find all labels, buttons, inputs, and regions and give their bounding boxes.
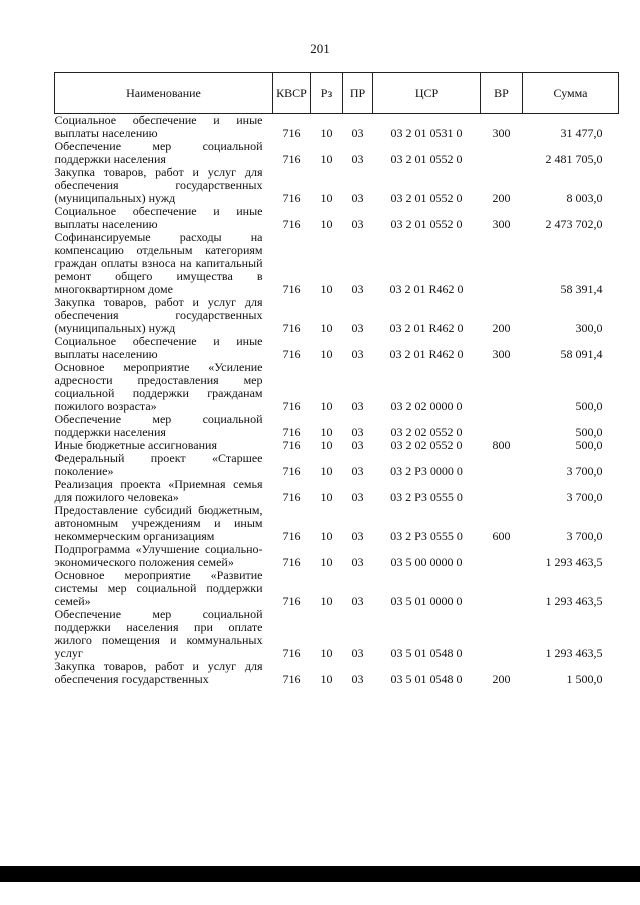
cell-csr: 03 2 01 0552 0 [390,191,463,205]
table-row [55,543,619,569]
cell-name: Обеспечение мер социальной поддержки населения при оплате жилого помещения и коммунальных услуг [54,607,263,660]
cell-rz: 10 [320,672,333,686]
cell-rz: 10 [320,594,333,608]
cell-csr: 03 2 P3 0555 0 [390,490,463,504]
cell-rz: 10 [320,646,333,660]
cell-kvsr: 716 [282,646,301,660]
table-row [55,335,619,361]
cell-name: Закупка товаров, работ и услуг для обеспечения государственных [54,659,263,686]
cell-pr: 03 [351,555,364,569]
cell-sum: 1 293 463,5 [545,594,603,608]
cell-sum: 500,0 [575,438,603,452]
cell-csr: 03 2 01 R462 0 [389,321,464,335]
cell-sum: 3 700,0 [566,529,603,543]
header-name: Наименование [55,73,273,114]
cell-pr: 03 [351,347,364,361]
table-header-row [55,73,619,114]
cell-vr: 300 [492,217,511,231]
cell-sum: 31 477,0 [560,126,603,140]
table-row [55,140,619,166]
cell-name: Социальное обеспечение и иные выплаты населению [54,334,263,361]
cell-pr: 03 [351,529,364,543]
cell-vr: 600 [492,529,511,543]
cell-kvsr: 716 [282,321,301,335]
cell-name: Софинансируемые расходы на компенсацию отдельным категориям граждан оплаты взноса на капитальный ремонт общего имущества в многоквартирном доме [54,230,263,296]
cell-pr: 03 [351,399,364,413]
cell-sum: 58 391,4 [560,282,603,296]
cell-kvsr: 716 [282,152,301,166]
cell-sum: 1 293 463,5 [545,555,603,569]
cell-csr: 03 5 01 0000 0 [390,594,463,608]
cell-kvsr: 716 [282,438,301,452]
table-body [55,114,619,687]
header-sum: Сумма [523,73,619,114]
page-number: 201 [310,41,330,56]
cell-csr: 03 2 P3 0555 0 [390,529,463,543]
table-row [55,114,619,141]
cell-csr: 03 2 01 0552 0 [390,152,463,166]
table-row [55,504,619,543]
cell-rz: 10 [320,529,333,543]
cell-rz: 10 [320,126,333,140]
cell-vr: 300 [492,347,511,361]
cell-rz: 10 [320,425,333,439]
cell-name: Обеспечение мер социальной поддержки населения [54,139,263,166]
cell-kvsr: 716 [282,126,301,140]
cell-sum: 3 700,0 [566,464,603,478]
cell-vr [481,608,523,660]
cell-csr: 03 5 01 0548 0 [390,646,463,660]
table-row [55,569,619,608]
cell-kvsr: 716 [282,529,301,543]
cell-name: Реализация проекта «Приемная семья для пожилого человека» [54,477,263,504]
cell-sum: 3 700,0 [566,490,603,504]
cell-vr: 200 [492,672,511,686]
cell-kvsr: 716 [282,399,301,413]
cell-name: Предоставление субсидий бюджетным, автономным учреждениям и иным некоммерческим организациям [54,503,263,543]
table-row [55,413,619,439]
cell-pr: 03 [351,126,364,140]
cell-pr: 03 [351,646,364,660]
cell-pr: 03 [351,282,364,296]
table-row [55,231,619,296]
cell-name: Обеспечение мер социальной поддержки населения [54,412,263,439]
cell-pr: 03 [351,490,364,504]
cell-pr: 03 [351,191,364,205]
table-row [55,608,619,660]
cell-kvsr: 716 [282,282,301,296]
cell-kvsr: 716 [282,464,301,478]
cell-csr: 03 2 02 0552 0 [390,438,463,452]
table-row [55,205,619,231]
table-row [55,296,619,335]
cell-sum: 1 500,0 [566,672,603,686]
cell-rz: 10 [320,191,333,205]
cell-vr: 200 [492,191,511,205]
cell-kvsr: 716 [282,347,301,361]
cell-sum: 8 003,0 [566,191,603,205]
cell-rz: 10 [320,555,333,569]
cell-vr [481,140,523,166]
cell-sum: 1 293 463,5 [545,646,603,660]
cell-pr: 03 [351,217,364,231]
table-row [55,478,619,504]
cell-sum: 58 091,4 [560,347,603,361]
cell-name: Закупка товаров, работ и услуг для обеспечения государственных (муниципальных) нужд [54,295,263,335]
cell-pr: 03 [351,464,364,478]
cell-csr: 03 2 01 0531 0 [390,126,463,140]
budget-table [54,72,619,686]
cell-csr: 03 2 02 0000 0 [390,399,463,413]
cell-vr: 800 [492,438,511,452]
header-kvsr: КВСР [273,73,311,114]
cell-kvsr: 716 [282,594,301,608]
cell-vr: 200 [492,321,511,335]
cell-vr [481,413,523,439]
cell-name: Закупка товаров, работ и услуг для обеспечения государственных (муниципальных) нужд [54,165,263,205]
cell-vr [481,478,523,504]
cell-name: Социальное обеспечение и иные выплаты населению [54,113,263,140]
cell-kvsr: 716 [282,425,301,439]
cell-csr: 03 2 01 R462 0 [389,347,464,361]
cell-csr: 03 2 01 0552 0 [390,217,463,231]
cell-sum: 2 473 702,0 [545,217,603,231]
cell-csr: 03 2 P3 0000 0 [390,464,463,478]
cell-rz: 10 [320,152,333,166]
cell-vr [481,452,523,478]
cell-kvsr: 716 [282,191,301,205]
cell-vr [481,361,523,413]
cell-csr: 03 5 00 0000 0 [390,555,463,569]
table-row [55,452,619,478]
header-csr: ЦСР [373,73,481,114]
cell-rz: 10 [320,490,333,504]
cell-name: Основное мероприятие «Развитие системы мер социальной поддержки семей» [54,568,263,608]
cell-kvsr: 716 [282,555,301,569]
cell-sum: 500,0 [575,399,603,413]
cell-kvsr: 716 [282,672,301,686]
cell-pr: 03 [351,438,364,452]
cell-pr: 03 [351,321,364,335]
cell-kvsr: 716 [282,490,301,504]
cell-vr: 300 [492,126,511,140]
header-pr: ПР [343,73,373,114]
cell-rz: 10 [320,347,333,361]
cell-pr: 03 [351,425,364,439]
table-row [55,660,619,686]
cell-pr: 03 [351,152,364,166]
table-row [55,361,619,413]
cell-name: Иные бюджетные ассигнования [54,438,217,452]
cell-name: Подпрограмма «Улучшение социально-экономического положения семей» [54,542,263,569]
cell-csr: 03 5 01 0548 0 [390,672,463,686]
cell-sum: 2 481 705,0 [545,152,603,166]
cell-pr: 03 [351,672,364,686]
cell-pr: 03 [351,594,364,608]
cell-name: Основное мероприятие «Усиление адресности предоставления мер социальной поддержки гражданам пожилого возраста» [54,360,263,413]
cell-name: Социальное обеспечение и иные выплаты населению [54,204,263,231]
cell-csr: 03 2 01 R462 0 [389,282,464,296]
table-row [55,166,619,205]
cell-name: Федеральный проект «Старшее поколение» [54,451,263,478]
cell-rz: 10 [320,438,333,452]
cell-rz: 10 [320,321,333,335]
cell-kvsr: 716 [282,217,301,231]
cell-rz: 10 [320,217,333,231]
cell-vr [481,231,523,296]
scan-bottom-bar [0,866,640,882]
cell-rz: 10 [320,282,333,296]
cell-vr [481,569,523,608]
header-vr: ВР [481,73,523,114]
cell-rz: 10 [320,464,333,478]
cell-vr [481,543,523,569]
header-rz: Рз [311,73,343,114]
cell-csr: 03 2 02 0552 0 [390,425,463,439]
cell-rz: 10 [320,399,333,413]
cell-sum: 300,0 [575,321,603,335]
cell-sum: 500,0 [575,425,603,439]
